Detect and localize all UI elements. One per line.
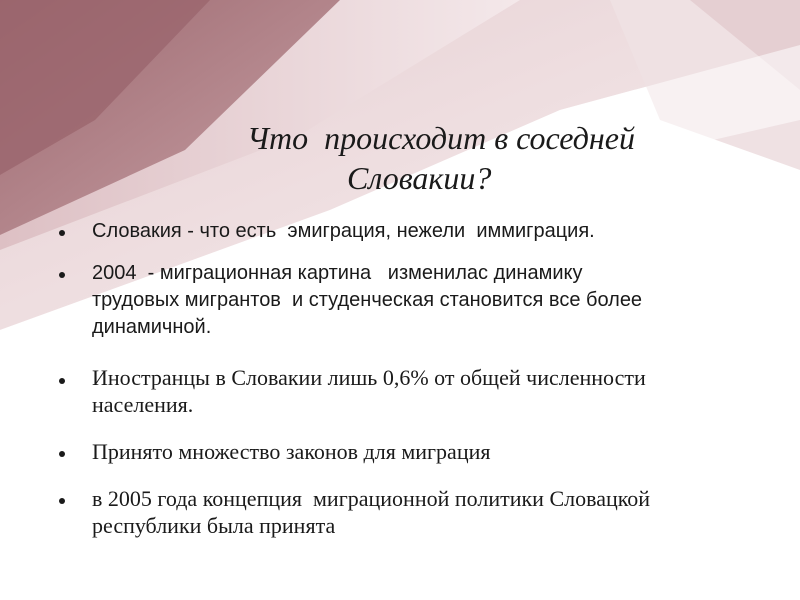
bullet-dot-icon	[59, 272, 65, 278]
bullet-dot-icon	[59, 498, 65, 504]
bullet-text: Иностранцы в Словакии лишь 0,6% от общей численности населения.	[92, 365, 646, 417]
bullet-dot-icon	[59, 230, 65, 236]
bullet-text: Словакия - что есть эмиграция, нежели иммиграция.	[92, 220, 595, 242]
bullet-dot-icon	[59, 451, 65, 457]
bullet-text: 2004 - миграционная картина изменилас динамику трудовых мигрантов и студенческая становится все более динамичной.	[92, 262, 643, 338]
title-line-1: Что происходит в соседней	[247, 120, 635, 156]
bullet-text: в 2005 года концепция миграционной политики Словацкой республики была принята	[92, 486, 651, 538]
bullet-text: Принято множество законов для миграция	[92, 439, 491, 464]
title-line-2: Словакии?	[347, 160, 492, 196]
slide-title	[0, 118, 800, 198]
bullet-dot-icon	[59, 378, 65, 384]
